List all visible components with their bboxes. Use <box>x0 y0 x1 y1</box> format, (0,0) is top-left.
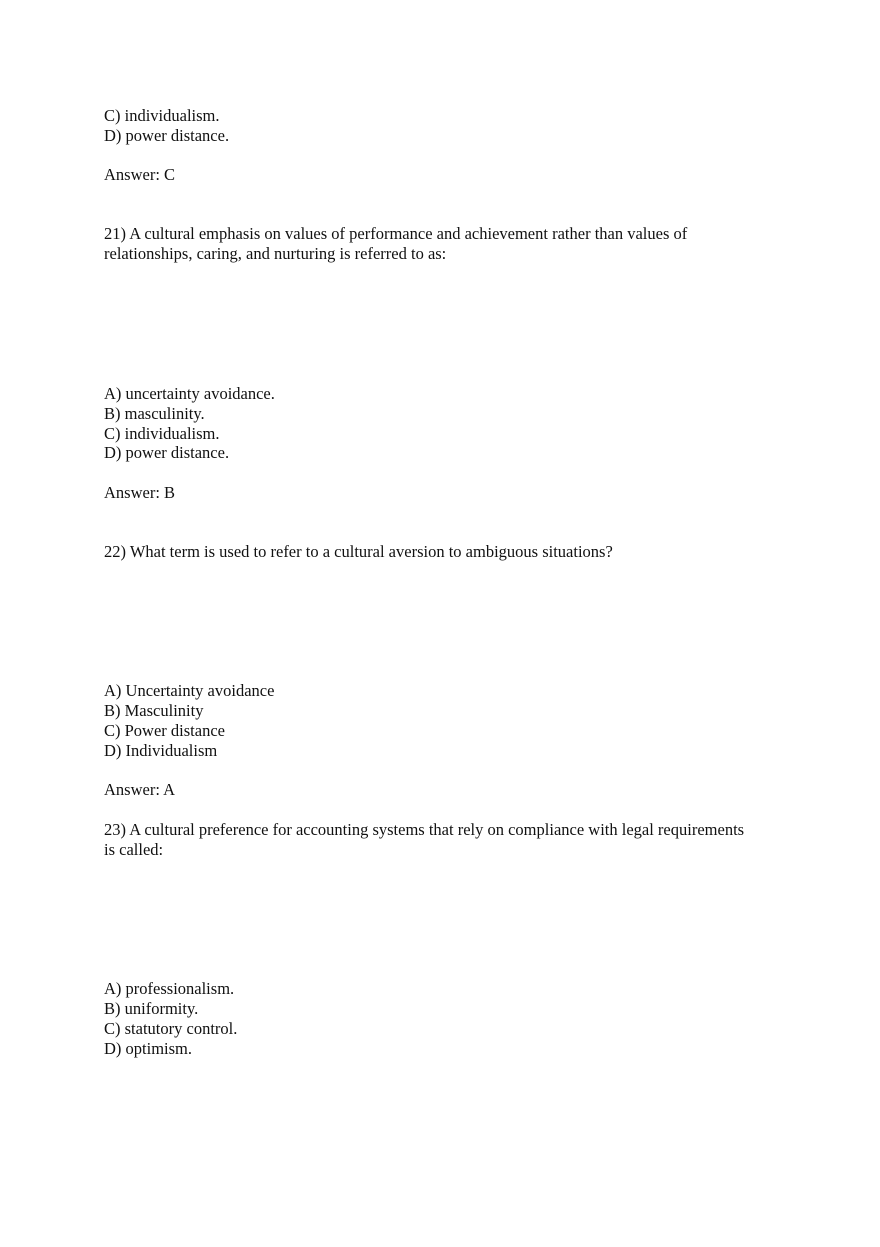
q22-option-d: D) Individualism <box>104 741 218 760</box>
q21-answer: Answer: B <box>104 483 176 502</box>
q23-option-c: C) statutory control. <box>104 1019 238 1038</box>
q21-stem-line-1: 21) A cultural emphasis on values of performance and achievement rather than values of <box>104 224 688 243</box>
q21-option-b: B) masculinity. <box>104 404 205 423</box>
q21-option-c: C) individualism. <box>104 424 220 443</box>
q21-option-d: D) power distance. <box>104 443 230 462</box>
carryover-option-c: C) individualism. <box>104 106 220 125</box>
q21-stem-line-2: relationships, caring, and nurturing is referred to as: <box>104 244 447 263</box>
q22-option-a: A) Uncertainty avoidance <box>104 681 275 700</box>
q23-stem-line-1: 23) A cultural preference for accounting systems that rely on compliance with legal requirements <box>104 820 745 839</box>
q21-option-a: A) uncertainty avoidance. <box>104 384 275 403</box>
q23-stem-line-2: is called: <box>104 840 164 859</box>
q22-option-c: C) Power distance <box>104 721 225 740</box>
q23-option-b: B) uniformity. <box>104 999 199 1018</box>
q22-stem-line-1: 22) What term is used to refer to a cultural aversion to ambiguous situations? <box>104 542 613 561</box>
q22-answer: Answer: A <box>104 780 176 799</box>
carryover-option-d: D) power distance. <box>104 126 230 145</box>
carryover-answer: Answer: C <box>104 165 176 184</box>
q22-option-b: B) Masculinity <box>104 701 204 720</box>
q23-option-d: D) optimism. <box>104 1039 193 1058</box>
q23-option-a: A) professionalism. <box>104 979 235 998</box>
